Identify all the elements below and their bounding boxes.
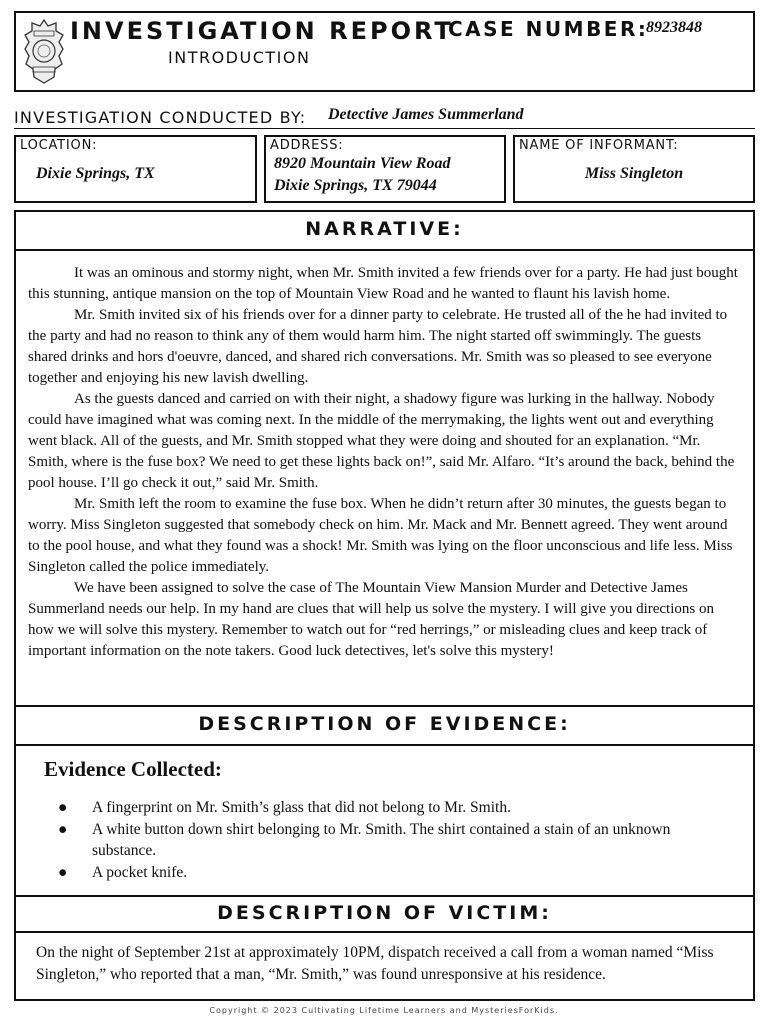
evidence-item <box>58 819 738 862</box>
victim-description: On the night of September 21st at approximately 10PM, dispatch received a call from a woman named “Miss Singleton,” who reported that a man, “Mr. Smith,” was found unresponsive at his residence. <box>36 944 714 983</box>
evidence-list <box>58 797 738 883</box>
informant-label: NAME OF INFORMANT: <box>519 138 679 153</box>
victim-section <box>14 895 755 1001</box>
evidence-section <box>14 705 755 897</box>
narrative-paragraph: As the guests danced and carried on with their night, a shadowy figure was lurking in the hallway. Nobody could have imagined what was coming next. In the middle of the merrymaking, the lights went out and everything went black. All of the guests, and Mr. Smith stopped what they were doing and shouted for an explanation. “Mr. Smith, where is the fuse box? We need to get these lights back on!”, said Mr. Alfaro. “It’s around the back, behind the pool house. I’ll go check it out,” said Mr. Smith. <box>28 391 735 491</box>
victim-title: DESCRIPTION OF VICTIM: <box>217 902 552 924</box>
evidence-item <box>58 797 738 819</box>
case-number-value: 8923848 <box>646 19 702 36</box>
narrative-paragraph: Mr. Smith left the room to examine the fuse box. When he didn’t return after 30 minutes, the guests began to worry. Miss Singleton suggested that somebody check on him. Mr. Mack and Mr. Bennett agreed. They went around to the pool house, and what they found was a shock! Mr. Smith was lying on the floor unconscious and life less. Miss Singleton called the police immediately. <box>28 496 733 575</box>
narrative-header <box>16 212 753 251</box>
narrative-paragraph: Mr. Smith invited six of his friends over for a dinner party to celebrate. He trusted all of the he had invited to the party and had no reason to think any of them would harm him. The night started off swimmingly. The guests shared drinks and hors d'oeuvre, danced, and shared rich conversations. Mr. Smith was so pleased to see everyone together and enjoying his new lavish dwelling. <box>28 307 728 386</box>
evidence-header <box>16 707 753 746</box>
evidence-item-text: A pocket knife. <box>92 863 188 881</box>
conducted-by-label: INVESTIGATION CONDUCTED BY: <box>14 108 307 127</box>
evidence-item-text: A white button down shirt belonging to Mr. Smith. The shirt contained a stain of an unknown substance. <box>92 820 671 859</box>
report-subtitle: INTRODUCTION <box>168 48 311 67</box>
conducted-by-underline <box>14 128 755 129</box>
bullet-icon: ● <box>58 863 68 881</box>
address-line-2: Dixie Springs, TX 79044 <box>274 177 437 194</box>
narrative-body <box>28 263 740 662</box>
report-title: INVESTIGATION REPORT <box>70 17 454 45</box>
address-line-1: 8920 Mountain View Road <box>274 155 451 172</box>
address-box <box>264 135 506 203</box>
conducted-by-value: Detective James Summerland <box>328 106 524 123</box>
informant-box <box>513 135 755 203</box>
bullet-icon: ● <box>58 820 68 838</box>
case-number-label: CASE NUMBER: <box>448 17 649 41</box>
location-box <box>14 135 257 203</box>
police-badge-icon <box>22 17 66 89</box>
report-header <box>14 11 755 92</box>
narrative-paragraph: It was an ominous and stormy night, when Mr. Smith invited a few friends over for a party. He had just bought this stunning, antique mansion on the top of Mountain View Road and he wanted to flaunt his lavish home. <box>28 265 738 302</box>
narrative-section <box>14 210 755 707</box>
evidence-item <box>58 862 738 884</box>
narrative-title: NARRATIVE: <box>305 218 464 240</box>
bullet-icon: ● <box>58 799 68 816</box>
evidence-item-text: A fingerprint on Mr. Smith’s glass that did not belong to Mr. Smith. <box>92 799 511 816</box>
location-label: LOCATION: <box>20 138 98 153</box>
informant-value: Miss Singleton <box>584 165 684 182</box>
evidence-title: DESCRIPTION OF EVIDENCE: <box>198 713 571 735</box>
evidence-subtitle: Evidence Collected: <box>44 757 222 781</box>
copyright-footer: Copyright © 2023 Cultivating Lifetime Learners and MysteriesForKids. <box>209 1006 559 1015</box>
address-label: ADDRESS: <box>270 138 344 153</box>
victim-header <box>16 897 753 933</box>
narrative-paragraph: We have been assigned to solve the case of The Mountain View Mansion Murder and Detective James Summerland needs our help. In my hand are clues that will help us solve the mystery. I will give you directions on how we will solve this mystery. Remember to watch out for “red herrings,” or misleading clues and keep track of important information on the note takers. Good luck detectives, let's solve this mystery! <box>28 580 714 659</box>
location-value: Dixie Springs, TX <box>36 165 155 182</box>
